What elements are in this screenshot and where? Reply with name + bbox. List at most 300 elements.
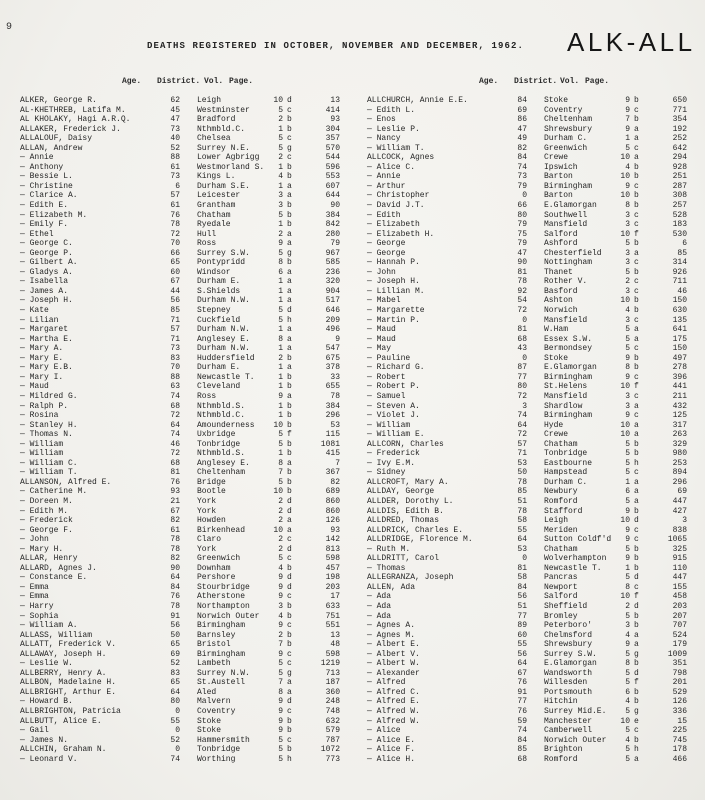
entry-district: Tonbridge <box>544 449 588 459</box>
entry-vol-letter: c <box>287 621 292 631</box>
entry-age: 76 <box>517 678 527 688</box>
entry-page: 13 <box>330 630 340 640</box>
entry-vol-letter: b <box>287 563 292 573</box>
entry-district: Mansfield <box>544 315 588 325</box>
entry-page: 7 <box>335 458 340 468</box>
entry-page: 351 <box>672 659 687 669</box>
entry-age: 72 <box>517 306 527 316</box>
entry-page: 296 <box>672 477 687 487</box>
entry-vol-number: 1 <box>278 296 283 306</box>
entry-page: 110 <box>672 563 687 573</box>
column-header-page-right: Page. <box>585 77 610 86</box>
table-row <box>367 172 689 182</box>
entry-page: 915 <box>672 554 687 564</box>
entry-vol-number: 2 <box>278 353 283 363</box>
entry-district: Birmingham <box>544 411 593 421</box>
entry-district: Peterboro' <box>544 621 593 631</box>
entry-name: — William T. <box>20 468 78 478</box>
entry-age: 78 <box>170 535 180 545</box>
entry-name: — Alice E. <box>367 735 416 745</box>
entry-page: 711 <box>672 277 687 287</box>
entry-page: 9 <box>335 334 340 344</box>
entry-district: Amounderness <box>197 420 255 430</box>
entry-name: — May <box>367 344 392 354</box>
entry-district: Nthmbld.C. <box>197 124 246 134</box>
entry-age: 74 <box>517 162 527 172</box>
entry-vol-letter: a <box>634 134 639 144</box>
entry-vol-letter: c <box>634 315 639 325</box>
entry-vol-number: 5 <box>278 439 283 449</box>
table-row <box>367 430 689 440</box>
entry-age: 86 <box>517 115 527 125</box>
entry-vol-number: 5 <box>278 735 283 745</box>
entry-vol-letter: g <box>634 649 639 659</box>
entry-district: Lower Agbrigg <box>197 153 260 163</box>
entry-age: 50 <box>170 630 180 640</box>
entry-vol-letter: b <box>634 96 639 105</box>
entry-district: Birkenhead <box>197 525 246 535</box>
entry-district: Stoke <box>544 96 569 105</box>
entry-page: 904 <box>325 286 340 296</box>
entry-vol-number: 9 <box>625 96 630 105</box>
entry-vol-letter: c <box>634 181 639 191</box>
entry-vol-number: 6 <box>625 687 630 697</box>
table-row <box>367 421 689 431</box>
entry-page: 33 <box>330 372 340 382</box>
table-row <box>367 153 689 163</box>
entry-district: Mansfield <box>544 391 588 401</box>
table-row <box>20 507 342 517</box>
entry-age: 74 <box>517 411 527 421</box>
entry-name: ALLANSON, Alfred E. <box>20 477 112 487</box>
table-row <box>20 211 342 221</box>
entry-vol-letter: c <box>287 649 292 659</box>
table-row <box>367 163 689 173</box>
entry-vol-number: 3 <box>278 601 283 611</box>
entry-district: Eastbourne <box>544 458 593 468</box>
entry-age: 60 <box>517 630 527 640</box>
table-row <box>367 707 689 717</box>
entry-name: — Catherine M. <box>20 487 88 497</box>
entry-age: 53 <box>517 458 527 468</box>
entry-name: — Alexander <box>367 668 420 678</box>
entry-name: ALLDIS, Edith B. <box>367 506 444 516</box>
table-row <box>20 201 342 211</box>
table-row <box>367 306 689 316</box>
entry-name: — Ralph P. <box>20 401 69 411</box>
entry-page: 314 <box>672 258 687 268</box>
entry-name: — Samuel <box>367 391 406 401</box>
table-row <box>20 306 342 316</box>
entry-page: 135 <box>672 315 687 325</box>
entry-name: — Margarette <box>367 306 425 316</box>
entry-age: 63 <box>170 382 180 392</box>
entry-vol-letter: c <box>634 726 639 736</box>
table-row <box>20 363 342 373</box>
column-header-district-right: District. <box>514 77 558 86</box>
entry-age: 0 <box>522 191 527 201</box>
entry-vol-letter: a <box>287 344 292 354</box>
entry-page: 457 <box>325 563 340 573</box>
entry-age: 54 <box>517 296 527 306</box>
entry-district: Leicester <box>197 191 241 201</box>
table-row <box>20 230 342 240</box>
entry-district: Surrey S.W. <box>544 649 597 659</box>
entry-vol-number: 1 <box>278 286 283 296</box>
entry-vol-number: 5 <box>625 458 630 468</box>
entry-vol-letter: f <box>634 382 639 392</box>
entry-vol-number: 3 <box>625 286 630 296</box>
table-row <box>367 669 689 679</box>
entry-vol-letter: a <box>287 516 292 526</box>
entry-age: 78 <box>170 220 180 230</box>
table-row <box>367 755 689 765</box>
entry-district: Camberwell <box>544 726 593 736</box>
entry-page: 360 <box>325 687 340 697</box>
entry-district: Portsmouth <box>544 687 593 697</box>
entry-name: — Emma <box>20 592 49 602</box>
table-row <box>20 526 342 536</box>
entry-vol-letter: b <box>287 611 292 621</box>
entry-age: 67 <box>170 506 180 516</box>
entry-name: — Ethel <box>20 229 54 239</box>
entry-page: 773 <box>325 754 340 764</box>
entry-vol-letter: b <box>634 563 639 573</box>
entry-district: Pontypridd <box>197 258 246 268</box>
entry-vol-letter: b <box>634 544 639 554</box>
entry-vol-number: 9 <box>625 411 630 421</box>
entry-page: 17 <box>330 592 340 602</box>
entry-age: 71 <box>517 449 527 459</box>
entry-district: Howden <box>197 516 226 526</box>
entry-vol-letter: f <box>634 592 639 602</box>
entry-name: ALLAN, Andrew <box>20 143 83 153</box>
entry-name: — Gail <box>20 726 49 736</box>
entry-page: 642 <box>672 143 687 153</box>
entry-age: 71 <box>170 315 180 325</box>
entry-name: — Alfred C. <box>367 687 420 697</box>
entry-age: 70 <box>170 239 180 249</box>
entry-age: 85 <box>170 306 180 316</box>
table-row <box>20 258 342 268</box>
entry-name: — Steven A. <box>367 401 420 411</box>
entry-age: 74 <box>170 391 180 401</box>
entry-age: 77 <box>517 611 527 621</box>
table-row <box>20 392 342 402</box>
index-range-heading: ALK-ALL <box>567 27 696 57</box>
entry-name: — George <box>367 239 406 249</box>
entry-age: 64 <box>517 535 527 545</box>
table-row <box>20 402 342 412</box>
entry-district: Sutton Coldf'd <box>544 535 612 545</box>
table-row <box>367 478 689 488</box>
table-row <box>367 736 689 746</box>
entry-page: 183 <box>672 220 687 230</box>
entry-page: 308 <box>672 191 687 201</box>
entry-name: — Harry <box>20 601 54 611</box>
entry-district: Greenwich <box>197 554 241 564</box>
entry-page: 607 <box>325 181 340 191</box>
entry-name: — William C. <box>20 458 78 468</box>
entry-vol-number: 9 <box>278 621 283 631</box>
entry-vol-letter: b <box>287 449 292 459</box>
entry-name: ALLAKER, Frederick J. <box>20 124 121 134</box>
table-row <box>20 621 342 631</box>
entry-age: 81 <box>517 325 527 335</box>
entry-district: Grantham <box>197 201 236 211</box>
entry-vol-number: 5 <box>278 306 283 316</box>
table-row <box>367 602 689 612</box>
table-row <box>367 325 689 335</box>
entry-age: 81 <box>517 563 527 573</box>
entry-page: 336 <box>672 707 687 716</box>
entry-name: ALLBRIGHTON, Patricia <box>20 707 121 716</box>
table-row <box>367 115 689 125</box>
table-row <box>20 115 342 125</box>
entry-name: — Mary H. <box>20 544 64 554</box>
entry-age: 61 <box>170 201 180 211</box>
entry-vol-letter: h <box>634 458 639 468</box>
entry-vol-letter: b <box>634 735 639 745</box>
entry-district: E.Glamorgan <box>544 659 597 669</box>
entry-page: 860 <box>325 506 340 516</box>
entry-name: — George <box>367 248 406 258</box>
entry-name: — Thomas <box>367 563 406 573</box>
entry-name: ALLDER, Dorothy L. <box>367 496 454 506</box>
entry-name: — Robert P. <box>367 382 420 392</box>
entry-page: 713 <box>325 668 340 678</box>
entry-vol-number: 10 <box>620 592 630 602</box>
entry-vol-number: 10 <box>620 229 630 239</box>
entry-name: — Annie <box>367 172 401 182</box>
table-row <box>20 191 342 201</box>
entry-age: 45 <box>170 105 180 115</box>
entry-district: Birmingham <box>197 649 246 659</box>
table-row <box>367 449 689 459</box>
entry-vol-letter: h <box>634 745 639 755</box>
entry-vol-letter: a <box>287 181 292 191</box>
entry-page: 528 <box>672 210 687 220</box>
entry-name: ALLBERRY, Henry A. <box>20 668 107 678</box>
table-row <box>20 421 342 431</box>
entry-name: — John <box>367 267 396 277</box>
entry-name: — Richard G. <box>367 363 425 373</box>
table-row <box>367 688 689 698</box>
entry-page: 203 <box>672 601 687 611</box>
column-header-vol-left: Vol. <box>204 77 224 86</box>
entry-vol-number: 1 <box>278 124 283 134</box>
entry-district: Norwich Outer <box>544 735 607 745</box>
entry-age: 84 <box>517 735 527 745</box>
table-row <box>20 459 342 469</box>
entry-age: 65 <box>170 640 180 650</box>
entry-district: Nthmbld.S. <box>197 449 246 459</box>
entry-district: Chatham <box>197 210 231 220</box>
table-row <box>20 516 342 526</box>
entry-name: — Maud <box>367 325 396 335</box>
entry-age: 61 <box>170 525 180 535</box>
entry-district: Leigh <box>544 516 569 526</box>
entry-name: — William E. <box>367 430 425 440</box>
entry-page: 524 <box>672 630 687 640</box>
table-row <box>20 697 342 707</box>
entry-vol-letter: b <box>634 554 639 564</box>
entry-district: Southwell <box>544 210 588 220</box>
entry-age: 52 <box>170 735 180 745</box>
entry-page: 497 <box>672 353 687 363</box>
entry-page: 225 <box>672 726 687 736</box>
entry-age: 78 <box>517 506 527 516</box>
entry-page: 813 <box>325 544 340 554</box>
entry-vol-letter: b <box>287 220 292 230</box>
entry-vol-letter: a <box>634 334 639 344</box>
entry-district: Wolverhampton <box>544 554 607 564</box>
table-row <box>367 583 689 593</box>
table-row <box>20 373 342 383</box>
entry-name: — George C. <box>20 239 73 249</box>
entry-vol-letter: d <box>287 697 292 707</box>
entry-district: Coventry <box>544 105 583 115</box>
entry-district: Brighton <box>544 745 583 755</box>
entry-vol-number: 1 <box>625 477 630 487</box>
entry-age: 21 <box>170 496 180 506</box>
entry-age: 82 <box>170 554 180 564</box>
entry-vol-number: 5 <box>625 678 630 688</box>
entry-name: ALLDRIDGE, Florence M. <box>367 535 473 545</box>
entry-district: Meriden <box>544 525 578 535</box>
entry-vol-letter: g <box>287 248 292 258</box>
entry-district: Westminster <box>197 105 250 115</box>
entry-vol-number: 7 <box>278 640 283 650</box>
entry-district: Ipswich <box>544 162 578 172</box>
entry-vol-letter: b <box>287 716 292 726</box>
entry-district: Barton <box>544 172 573 182</box>
entry-vol-number: 1 <box>278 344 283 354</box>
entry-page: 15 <box>677 716 687 726</box>
entry-vol-letter: c <box>634 210 639 220</box>
entry-vol-number: 3 <box>625 315 630 325</box>
entry-vol-number: 8 <box>278 258 283 268</box>
entry-district: Thanet <box>544 267 573 277</box>
entry-vol-number: 1 <box>625 563 630 573</box>
entry-vol-number: 9 <box>625 353 630 363</box>
entry-vol-number: 2 <box>278 506 283 516</box>
entry-page: 544 <box>325 153 340 163</box>
entry-vol-letter: a <box>634 420 639 430</box>
table-row <box>367 526 689 536</box>
entry-vol-number: 9 <box>278 582 283 592</box>
entry-page: 838 <box>672 525 687 535</box>
entry-age: 60 <box>170 267 180 277</box>
entry-vol-letter: c <box>634 391 639 401</box>
table-row <box>20 678 342 688</box>
entry-vol-number: 6 <box>278 267 283 277</box>
entry-vol-number: 3 <box>278 201 283 211</box>
entry-page: 860 <box>325 496 340 506</box>
table-row <box>20 631 342 641</box>
entry-vol-number: 3 <box>625 220 630 230</box>
entry-age: 78 <box>517 477 527 487</box>
entry-vol-letter: a <box>634 325 639 335</box>
entry-district: Ross <box>197 391 217 401</box>
entry-vol-letter: a <box>287 391 292 401</box>
entry-vol-letter: b <box>634 306 639 316</box>
entry-name: — William T. <box>367 143 425 153</box>
entry-age: 73 <box>517 172 527 182</box>
entry-page: 496 <box>325 325 340 335</box>
entry-age: 59 <box>517 716 527 726</box>
table-row <box>20 316 342 326</box>
entry-name: — Lillian M. <box>367 286 425 296</box>
entry-vol-number: 2 <box>625 601 630 611</box>
entry-age: 40 <box>170 134 180 144</box>
entry-name: — Clarice A. <box>20 191 78 201</box>
entry-age: 77 <box>517 697 527 707</box>
entry-district: Uxbridge <box>197 430 236 440</box>
entry-page: 85 <box>677 248 687 258</box>
entry-vol-number: 10 <box>620 716 630 726</box>
table-row <box>20 144 342 154</box>
entry-vol-letter: b <box>634 115 639 125</box>
entry-page: 553 <box>325 172 340 182</box>
entry-district: Hammersmith <box>197 735 250 745</box>
entry-district: Anglesey E. <box>197 334 250 344</box>
table-row <box>20 612 342 622</box>
entry-district: Crewe <box>544 153 569 163</box>
entry-vol-number: 2 <box>278 544 283 554</box>
entry-page: 320 <box>325 277 340 287</box>
table-row <box>20 564 342 574</box>
table-row <box>20 449 342 459</box>
entry-vol-number: 4 <box>625 306 630 316</box>
table-row <box>20 163 342 173</box>
entry-vol-letter: a <box>287 239 292 249</box>
entry-age: 0 <box>522 353 527 363</box>
entry-vol-letter: c <box>287 735 292 745</box>
entry-age: 53 <box>517 544 527 554</box>
table-row <box>20 354 342 364</box>
entry-vol-number: 3 <box>625 248 630 258</box>
entry-vol-letter: a <box>287 191 292 201</box>
entry-age: 70 <box>170 363 180 373</box>
entry-vol-number: 7 <box>625 115 630 125</box>
entry-age: 65 <box>170 258 180 268</box>
table-row <box>367 182 689 192</box>
entry-name: — Albert V. <box>367 649 420 659</box>
entry-name: — Alice H. <box>367 754 416 764</box>
entry-vol-letter: a <box>287 286 292 296</box>
entry-vol-letter: a <box>634 248 639 258</box>
entry-page: 178 <box>672 745 687 755</box>
entry-vol-number: 10 <box>620 191 630 201</box>
entry-vol-number: 5 <box>625 754 630 764</box>
entry-page: 53 <box>330 420 340 430</box>
entry-district: Stafford <box>544 506 583 516</box>
table-row <box>367 354 689 364</box>
entry-page: 150 <box>672 344 687 354</box>
entry-vol-number: 4 <box>625 735 630 745</box>
entry-district: Newport <box>544 582 578 592</box>
entry-age: 73 <box>170 172 180 182</box>
entry-name: — Alfred W. <box>367 716 420 726</box>
entry-age: 79 <box>517 181 527 191</box>
entry-vol-letter: b <box>634 239 639 249</box>
entry-page: 926 <box>672 267 687 277</box>
entry-district: Tonbridge <box>197 439 241 449</box>
entry-age: 72 <box>517 391 527 401</box>
entry-vol-number: 9 <box>625 640 630 650</box>
table-row <box>367 545 689 555</box>
